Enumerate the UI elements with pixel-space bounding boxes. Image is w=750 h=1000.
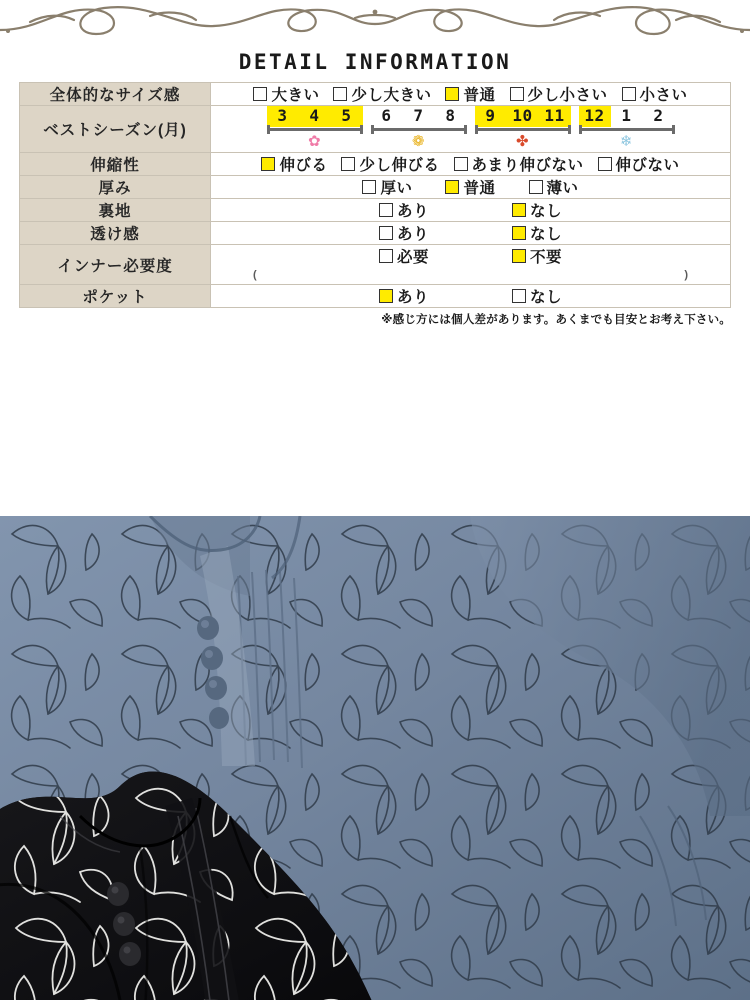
snowflake-icon: ❄ [619,133,634,150]
table-row [20,153,731,176]
option-item[interactable] [529,176,579,198]
month-cell: 4 [299,106,331,127]
option-label: 大きい [271,87,320,104]
checkbox-icon[interactable] [622,87,636,101]
checkbox-icon[interactable] [379,203,393,217]
option-label: 少し小さい [527,87,608,104]
option-item[interactable] [510,83,608,105]
maple-leaf-icon: ✤ [515,133,530,150]
option-label: 普通 [463,87,496,104]
option-item[interactable] [261,153,327,175]
sunflower-icon: ❁ [411,133,426,150]
option-item[interactable] [622,83,688,105]
option-item[interactable] [333,83,431,105]
table-row [20,83,731,106]
option-item[interactable] [379,222,429,244]
row-label: インナー必要度 [20,245,211,285]
option-item[interactable] [598,153,680,175]
option-item[interactable] [379,285,429,307]
option-label: 必要 [396,249,429,266]
row-label: 透け感 [20,222,211,245]
checkbox-icon[interactable] [445,87,459,101]
row-label: ポケット [20,285,211,308]
decorative-ornament [0,0,750,48]
footnote: ※感じ方には個人差があります。あくまでも目安とお考え下さい。 [381,314,731,326]
season-group-spring [267,106,363,152]
month-cell: 7 [413,106,424,125]
option-item[interactable] [379,199,429,221]
option-item[interactable] [454,153,584,175]
option-label: 普通 [463,180,496,197]
month-cell: 11 [539,106,571,127]
option-item[interactable] [445,83,495,105]
detail-information-table [19,82,731,308]
checkbox-icon[interactable] [512,226,526,240]
row-label: 伸縮性 [20,153,211,176]
checkbox-icon[interactable] [261,157,275,171]
month-cell: 10 [507,106,539,127]
best-season-value [211,106,731,153]
month-cell: 12 [579,106,611,127]
option-label: 薄い [546,180,579,197]
checkbox-icon[interactable] [253,87,267,101]
month-cell: 8 [445,106,456,125]
season-group-autumn [475,106,571,152]
inner-note-left: ( [253,269,257,281]
option-label: 少し伸びる [359,157,440,174]
inner-note [211,267,730,284]
season-bar [267,128,363,131]
row-label: ベストシーズン(月) [20,106,211,153]
option-item[interactable] [253,83,319,105]
option-label: なし [530,203,563,220]
month-cell: 6 [381,106,392,125]
option-label: 厚い [380,180,413,197]
checkbox-icon[interactable] [512,289,526,303]
option-item[interactable] [445,176,495,198]
option-label: なし [530,226,563,243]
season-bar [475,128,571,131]
cherry-blossom-icon: ✿ [307,133,322,150]
inner-note-right: ) [684,269,688,281]
checkbox-icon[interactable] [333,87,347,101]
checkbox-icon[interactable] [598,157,612,171]
row-value [211,176,731,199]
season-bar [371,128,467,131]
page-title: DETAIL INFORMATION [238,50,512,74]
checkbox-icon[interactable] [379,249,393,263]
table-row [20,176,731,199]
checkbox-icon[interactable] [512,203,526,217]
season-group-winter [579,106,675,152]
row-value [211,83,731,106]
checkbox-icon[interactable] [379,226,393,240]
option-item[interactable] [362,176,412,198]
season-group-summer [371,106,467,152]
checkbox-icon[interactable] [454,157,468,171]
option-item[interactable] [512,199,562,221]
month-cell: 2 [653,106,664,125]
checkbox-icon[interactable] [512,249,526,263]
month-cell: 3 [267,106,299,127]
row-value [211,245,731,285]
option-label: 伸びない [615,157,680,174]
table-row [20,106,731,153]
option-label: 少し大きい [351,87,432,104]
row-value [211,199,731,222]
table-row [20,285,731,308]
checkbox-icon[interactable] [445,180,459,194]
option-label: 小さい [639,87,688,104]
option-label: 伸びる [279,157,328,174]
option-label: あり [396,226,429,243]
option-item[interactable] [379,245,429,267]
option-label: あり [396,203,429,220]
table-row [20,245,731,285]
option-item[interactable] [512,245,562,267]
month-cell: 5 [331,106,363,127]
table-row [20,222,731,245]
option-label: あり [396,289,429,306]
checkbox-icon[interactable] [362,180,376,194]
row-label: 厚み [20,176,211,199]
row-value [211,222,731,245]
option-item[interactable] [341,153,439,175]
checkbox-icon[interactable] [379,289,393,303]
month-cell: 1 [621,106,632,125]
product-photo [0,516,750,1000]
checkbox-icon[interactable] [529,180,543,194]
row-value [211,153,731,176]
option-label: なし [530,289,563,306]
month-cell: 9 [475,106,507,127]
option-label: 不要 [530,249,563,266]
option-item[interactable] [512,222,562,244]
checkbox-icon[interactable] [510,87,524,101]
checkbox-icon[interactable] [341,157,355,171]
option-label: あまり伸びない [471,157,584,174]
table-row [20,199,731,222]
row-label: 全体的なサイズ感 [20,83,211,106]
row-label: 裏地 [20,199,211,222]
option-item[interactable] [512,285,562,307]
season-bar [579,128,675,131]
row-value [211,285,731,308]
